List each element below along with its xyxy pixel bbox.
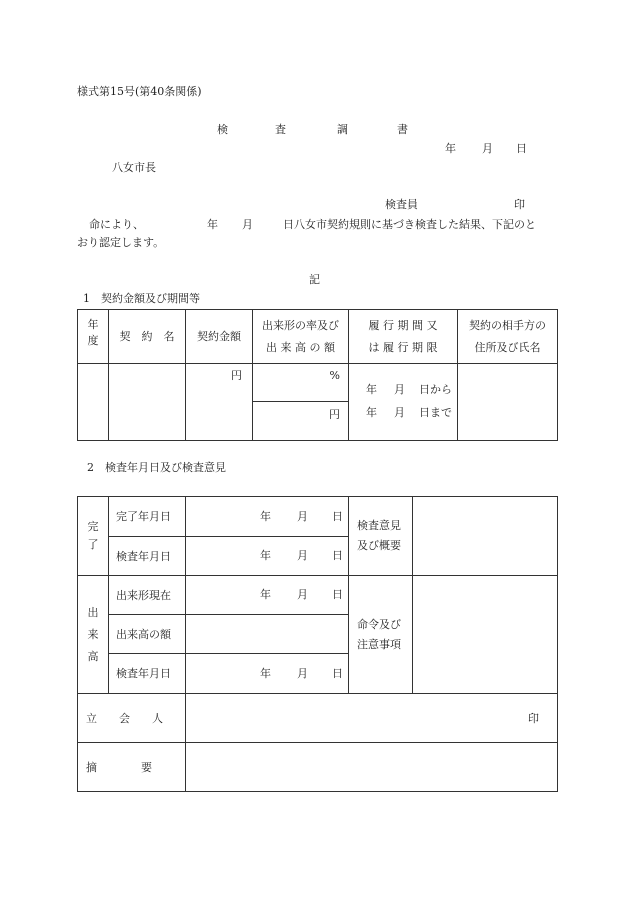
inspector-seal: 印 bbox=[514, 198, 525, 211]
form-number: 様式第15号(第40条関係) bbox=[77, 85, 202, 98]
order-label-1: 命令及び bbox=[357, 617, 401, 631]
dekidaka-label-1: 出 bbox=[87, 605, 99, 619]
period-to-day: 日まで bbox=[419, 406, 452, 419]
header-rikou-1: 履 行 期 間 又 bbox=[368, 318, 438, 332]
dekidaka-inspect-month: 月 bbox=[297, 667, 308, 680]
kanryo-date-month: 月 bbox=[297, 510, 308, 523]
body-year: 年 bbox=[207, 218, 218, 231]
dekidaka-inspect-label: 検査年月日 bbox=[109, 654, 186, 694]
header-keiyakumei: 契 約 名 bbox=[109, 310, 186, 364]
yen-unit: 円 bbox=[231, 369, 242, 382]
period-to-year: 年 bbox=[366, 406, 377, 419]
header-dekigata-1: 出来形の率及び bbox=[262, 318, 339, 332]
kanryo-label bbox=[78, 497, 109, 576]
kanryo-date-label: 完了年月日 bbox=[109, 497, 186, 537]
title-char-2: 査 bbox=[275, 123, 286, 136]
percent-unit: % bbox=[329, 369, 340, 382]
kanryo-inspect-label: 検査年月日 bbox=[109, 537, 186, 576]
witness-seal: 印 bbox=[528, 711, 539, 725]
witness-row bbox=[78, 694, 558, 743]
summary-value bbox=[186, 743, 558, 792]
period-from-month: 月 bbox=[394, 383, 405, 396]
header-kingaku: 契約金額 bbox=[186, 310, 253, 364]
dekigata-genzai-label: 出来形現在 bbox=[109, 576, 186, 615]
header-nendo bbox=[78, 310, 109, 364]
header-aite-1: 契約の相手方の bbox=[469, 318, 546, 332]
contract-data-row bbox=[78, 364, 558, 441]
header-rikou-2: は 履 行 期 限 bbox=[368, 340, 438, 354]
dekidaka-label-3: 高 bbox=[87, 649, 99, 663]
kanryo-label-2: 了 bbox=[87, 538, 99, 551]
header-nendo-1: 年 bbox=[87, 318, 99, 331]
opinion-label-2: 及び概要 bbox=[357, 539, 401, 552]
contract-table bbox=[77, 309, 558, 441]
summary-row bbox=[78, 743, 558, 792]
dekidaka-inspect-value bbox=[186, 654, 349, 694]
inspection-table bbox=[77, 496, 558, 792]
cell-kingaku bbox=[186, 364, 253, 441]
dekigata-genzai-year: 年 bbox=[260, 588, 271, 601]
cell-aite bbox=[458, 364, 558, 441]
period-to-month: 月 bbox=[394, 406, 405, 419]
kanryo-inspect-month: 月 bbox=[297, 549, 308, 562]
header-aite bbox=[458, 310, 558, 364]
header-nendo-2: 度 bbox=[87, 334, 99, 347]
kanryo-date-day: 日 bbox=[332, 510, 343, 523]
period-from-year: 年 bbox=[366, 383, 377, 396]
addressee: 八女市長 bbox=[112, 161, 156, 174]
section1-heading: 1 契約金額及び期間等 bbox=[83, 292, 200, 305]
dekidaka-label-2: 来 bbox=[87, 627, 99, 641]
kanryo-inspect-day: 日 bbox=[332, 549, 343, 562]
dekidaka-inspect-day: 日 bbox=[332, 667, 343, 680]
cell-rikou bbox=[349, 364, 458, 441]
order-label-2: 注意事項 bbox=[357, 637, 401, 651]
title-char-1: 検 bbox=[217, 123, 228, 136]
order-value bbox=[413, 576, 558, 694]
period-from-day: 日から bbox=[419, 383, 452, 396]
kanryo-date-value bbox=[186, 497, 349, 537]
cell-nendo bbox=[78, 364, 109, 441]
kanryo-date-year: 年 bbox=[260, 510, 271, 523]
dekidaka-row-1 bbox=[78, 576, 558, 615]
order-label bbox=[349, 576, 413, 694]
date-year: 年 bbox=[445, 142, 456, 155]
witness-label: 立 会 人 bbox=[78, 694, 186, 743]
title-char-3: 調 bbox=[337, 123, 348, 136]
kanryo-inspect-year: 年 bbox=[260, 549, 271, 562]
summary-label: 摘 要 bbox=[78, 743, 186, 792]
kanryo-inspect-value bbox=[186, 537, 349, 576]
dekigata-genzai-month: 月 bbox=[297, 588, 308, 601]
opinion-label bbox=[349, 497, 413, 576]
body-line2: おり認定します。 bbox=[77, 236, 165, 249]
section2-heading: 2 検査年月日及び検査意見 bbox=[87, 461, 226, 474]
body-prefix: 命により、 bbox=[89, 218, 144, 231]
opinion-value bbox=[413, 497, 558, 576]
contract-header-row bbox=[78, 310, 558, 364]
dekidaka-label bbox=[78, 576, 109, 694]
dekidaka-inspect-year: 年 bbox=[260, 667, 271, 680]
dekigata-genzai-value bbox=[186, 576, 349, 615]
header-aite-2: 住所及び氏名 bbox=[474, 340, 541, 354]
date-day: 日 bbox=[516, 142, 527, 155]
dekidaka-amount-label: 出来高の額 bbox=[109, 615, 186, 654]
header-dekigata-2: 出 来 高 の 額 bbox=[266, 340, 335, 354]
title-char-4: 書 bbox=[397, 123, 408, 136]
cell-dekigata bbox=[253, 364, 349, 441]
dekigata-genzai-day: 日 bbox=[332, 588, 343, 601]
kanryo-row-1 bbox=[78, 497, 558, 537]
inspector-label: 検査員 bbox=[385, 198, 418, 211]
body-month: 月 bbox=[242, 218, 253, 231]
body-text: 日八女市契約規則に基づき検査した結果、下記のと bbox=[283, 218, 536, 231]
ki-label: 記 bbox=[309, 273, 320, 286]
dekigata-divider bbox=[253, 401, 348, 402]
yen-unit-2: 円 bbox=[329, 408, 340, 421]
opinion-label-1: 検査意見 bbox=[357, 519, 401, 532]
kanryo-label-1: 完 bbox=[87, 520, 99, 533]
witness-value bbox=[186, 694, 558, 743]
header-dekigata bbox=[253, 310, 349, 364]
header-rikou bbox=[349, 310, 458, 364]
cell-keiyakumei bbox=[109, 364, 186, 441]
dekidaka-amount-value bbox=[186, 615, 349, 654]
date-month: 月 bbox=[482, 142, 493, 155]
